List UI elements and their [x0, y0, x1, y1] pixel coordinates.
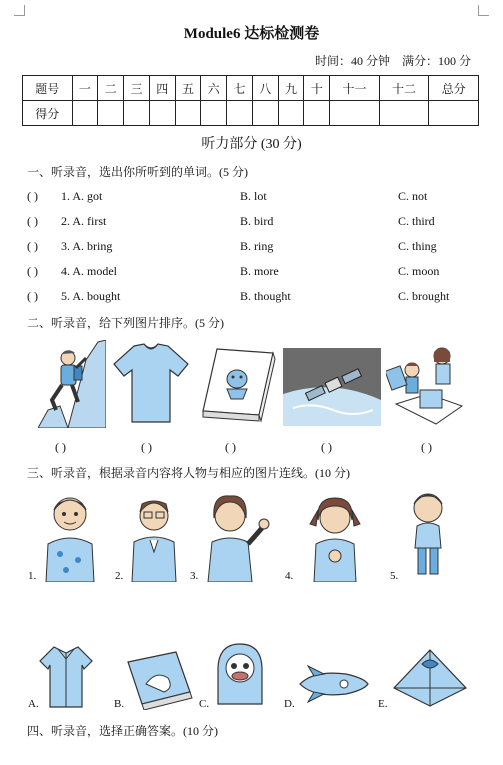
- answer-blank[interactable]: ( ): [27, 289, 38, 303]
- score-cell: 十二: [379, 76, 429, 101]
- part3-heading: 三、听录音，根据录音内容将人物与相应的图片连线。(10 分): [27, 466, 350, 480]
- score-table-header-row: [23, 76, 479, 101]
- book-picture: [199, 345, 277, 425]
- item-label: A.: [28, 698, 39, 710]
- item-label: B.: [114, 698, 125, 710]
- score-cell: 二: [98, 76, 124, 101]
- score-blank-cell[interactable]: [175, 101, 201, 126]
- option-a: 3. A. bring: [61, 239, 113, 253]
- score-cell: 八: [252, 76, 278, 101]
- item-label: D.: [284, 698, 295, 710]
- time-info: 时间：40 分钟 满分：100 分: [314, 54, 471, 68]
- score-blank-cell[interactable]: [72, 101, 98, 126]
- score-cell: 一: [72, 76, 98, 101]
- score-blank-cell[interactable]: [330, 101, 380, 126]
- boy-picture: [405, 486, 451, 580]
- rocket-picture: [294, 664, 370, 704]
- option-c: C. thing: [398, 239, 437, 253]
- person-label: 1.: [28, 570, 37, 582]
- woman-waving-picture: [202, 488, 272, 582]
- option-a: 5. A. bought: [61, 289, 121, 303]
- person-label: 3.: [190, 570, 199, 582]
- document-title: Module6 达标检测卷: [183, 26, 320, 42]
- score-blank-cell[interactable]: [304, 101, 330, 126]
- order-blank[interactable]: ( ): [55, 440, 66, 454]
- score-blank-cell[interactable]: [227, 101, 253, 126]
- score-cell: 总分: [429, 76, 479, 101]
- option-a: 4. A. model: [61, 264, 117, 278]
- score-cell: 七: [227, 76, 253, 101]
- part1-heading: 一、听录音，选出你所听到的单词。(5 分): [27, 165, 248, 179]
- person-label: 5.: [390, 570, 399, 582]
- score-blank-cell[interactable]: [124, 101, 150, 126]
- score-row-label: 得分: [23, 101, 73, 126]
- score-table-score-row: [23, 101, 479, 126]
- answer-blank[interactable]: ( ): [27, 189, 38, 203]
- question-row: [27, 289, 467, 305]
- girl-picture: [300, 490, 370, 582]
- question-row: [27, 264, 467, 280]
- score-cell: 十一: [330, 76, 380, 101]
- score-table: [22, 75, 479, 126]
- score-cell: 十: [304, 76, 330, 101]
- answer-blank[interactable]: ( ): [27, 214, 38, 228]
- score-blank-cell[interactable]: [149, 101, 175, 126]
- item-label: E.: [378, 698, 388, 710]
- children-gift-picture: [386, 342, 472, 428]
- question-row: [27, 189, 467, 205]
- option-a: 2. A. first: [61, 214, 107, 228]
- grandmother-picture: [40, 490, 100, 582]
- part4-heading: 四、听录音，选择正确答案。(10 分): [27, 724, 218, 738]
- score-blank-cell[interactable]: [429, 101, 479, 126]
- order-blank[interactable]: ( ): [141, 440, 152, 454]
- question-row: [27, 214, 467, 230]
- answer-blank[interactable]: ( ): [27, 264, 38, 278]
- score-blank-cell[interactable]: [201, 101, 227, 126]
- person-label: 2.: [115, 570, 124, 582]
- score-blank-cell[interactable]: [252, 101, 278, 126]
- option-b: B. bird: [240, 214, 274, 228]
- option-b: B. more: [240, 264, 279, 278]
- score-blank-cell[interactable]: [278, 101, 304, 126]
- option-c: C. moon: [398, 264, 440, 278]
- option-b: B. lot: [240, 189, 267, 203]
- item-label: C.: [199, 698, 210, 710]
- score-cell: 题号: [23, 76, 73, 101]
- climbing-picture: [38, 340, 106, 428]
- option-b: B. thought: [240, 289, 291, 303]
- score-cell: 三: [124, 76, 150, 101]
- score-blank-cell[interactable]: [98, 101, 124, 126]
- score-cell: 四: [149, 76, 175, 101]
- man-with-glasses-picture: [128, 490, 180, 582]
- kite-picture: [392, 648, 468, 708]
- satellite-picture: [283, 348, 381, 426]
- corner-mark-tr: [478, 5, 489, 16]
- option-c: C. brought: [398, 289, 450, 303]
- person-label: 4.: [285, 570, 294, 582]
- option-c: C. not: [398, 189, 428, 203]
- listening-section-title: 听力部分 (30 分): [201, 137, 302, 152]
- score-cell: 五: [175, 76, 201, 101]
- question-row: [27, 239, 467, 255]
- answer-blank[interactable]: ( ): [27, 239, 38, 253]
- corner-mark-tl: [14, 5, 25, 16]
- order-blank[interactable]: ( ): [321, 440, 332, 454]
- order-blank[interactable]: ( ): [421, 440, 432, 454]
- monkey-backpack-picture: [210, 640, 270, 710]
- option-a: 1. A. got: [61, 189, 103, 203]
- shirt-picture: [38, 643, 94, 709]
- option-c: C. third: [398, 214, 435, 228]
- storybook-picture: [124, 648, 194, 710]
- option-b: B. ring: [240, 239, 274, 253]
- order-blank[interactable]: ( ): [225, 440, 236, 454]
- t-shirt-picture: [112, 340, 190, 428]
- score-cell: 九: [278, 76, 304, 101]
- score-blank-cell[interactable]: [379, 101, 429, 126]
- part2-heading: 二、听录音，给下列图片排序。(5 分): [27, 316, 224, 330]
- score-cell: 六: [201, 76, 227, 101]
